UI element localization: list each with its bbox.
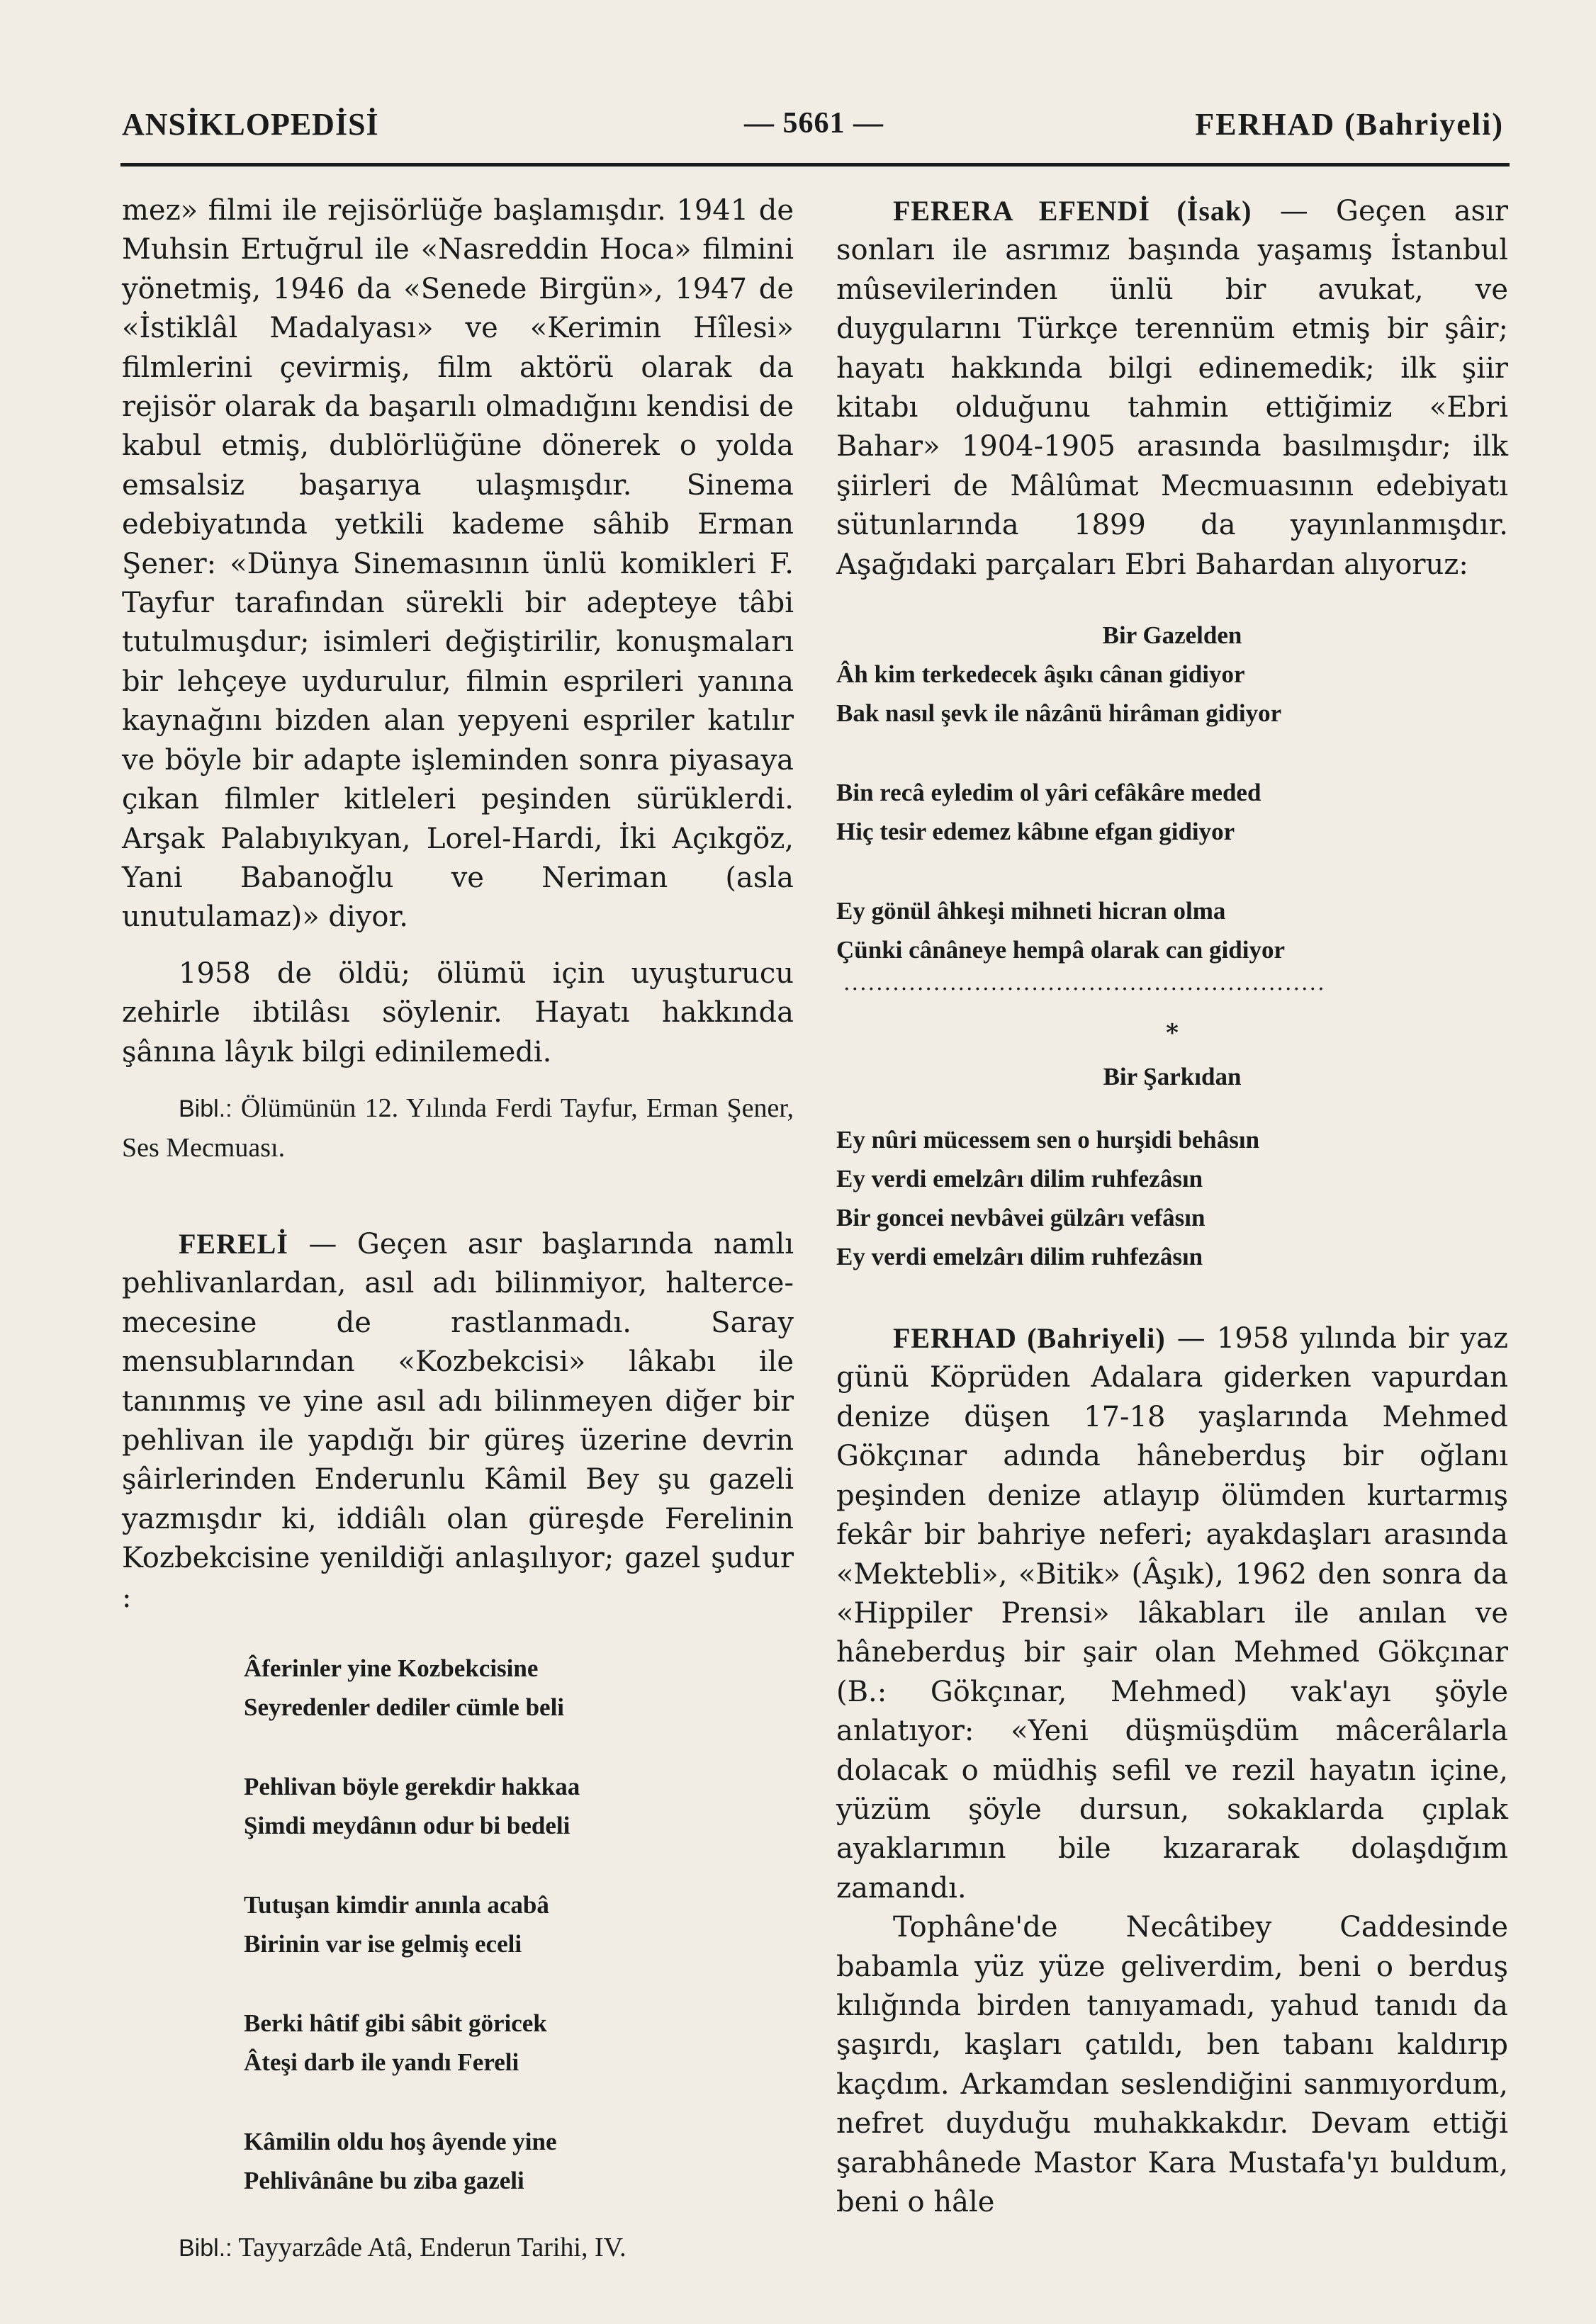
bibliography-tayfur [122, 1089, 794, 1168]
verse-line: Pehlivânâne bu ziba gazeli [244, 2167, 524, 2194]
gazel-ferera [836, 655, 1508, 969]
verse-line: Ey gönül âhkeşi mihneti hicran olma [836, 897, 1226, 925]
ellipsis-divider: ........................................................... [843, 971, 1326, 996]
entry-fereli [122, 1224, 794, 1618]
bibl-label: Bibl.: [179, 1095, 232, 1122]
verse-line: Tutuşan kimdir anınla acabâ [244, 1891, 549, 1919]
poem-title-gazel: Bir Gazelden [1102, 621, 1242, 650]
gazel-fereli [122, 1649, 794, 2200]
stanza [244, 1767, 794, 1845]
tayfur-death-paragraph: 1958 de öldü; ölümü için uyuşturucu zehirle ibtilâsı söylenir. Hayatı hakkında şânına lâyık bilgi edinilemedi. [122, 957, 794, 1068]
entry-ferera [836, 191, 1508, 585]
stanza [244, 1649, 794, 1727]
stanza [836, 655, 1508, 733]
asterisk-divider: * [1166, 1019, 1179, 1048]
verse-line: Âferinler yine Kozbekcisine [244, 1654, 539, 1682]
verse-line: Pehlivan böyle gerekdir hakkaa [244, 1773, 580, 1800]
verse-line: Ey verdi emelzârı dilim ruhfezâsın [836, 1165, 1203, 1193]
poem-block-2 [836, 1057, 1508, 1276]
bibliography-fereli [122, 2228, 794, 2268]
verse-line: Bin recâ eyledim ol yâri cefâkâre meded [836, 779, 1261, 807]
entry-term-ferhad: FERHAD (Bahriyeli) [893, 1322, 1166, 1355]
verse-line: Âh kim terkedecek âşıkı cânan gidiyor [836, 660, 1245, 689]
sarki-ferera [836, 1120, 1508, 1276]
stanza [836, 773, 1508, 851]
verse-line: Seyredenler dediler cümle beli [244, 1693, 565, 1721]
verse-line: Hiç tesir edemez kâbıne efgan gidiyor [836, 818, 1235, 846]
bibl-text: Ölümünün 12. Yılında Ferdi Tayfur, Erman Şener, Ses Mecmuası. [122, 1093, 794, 1163]
entry-text-fereli: — Geçen asır başlarında namlı pehlivanlardan, asıl adı bilinmiyor, halterce-mecesine de rastlanmadı. Saray mensublarından «Kozbekcisi» lâkabı ile tanınmış ve yine asıl adı bilinmeyen diğer bir pehlivan ile yapdığı bir güreş üzerine devrin şâirlerinden Enderunlu Kâmil Bey şu gazeli yazmışdır ki, iddiâlı olan güreşde Ferelinin Kozbekcisine yenildiği anlaşılıyor; gazel şudur : [122, 1227, 794, 1614]
bibl-label: Bibl.: [179, 2235, 232, 2262]
ferhad-paragraph-2: Tophâne'de Necâtibey Caddesinde babamla yüz yüze geliverdim, beni o berduş kılığında birden tanıyamadı, yahud tanıdı da şaşırdı, kaşları çatıldı, ben tabanı kaldırıp kaçdım. Arkamdan seslendiğini sanmıyordum, nefret duyduğu muhakkakdır. Devam ettiği şarabhânede Mastor Kara Mustafa'yı buldum, beni o hâle [836, 1911, 1508, 2218]
entry-term-fereli: FERELİ [179, 1227, 288, 1260]
right-column [836, 191, 1508, 2222]
running-header-right: FERHAD (Bahriyeli) [1195, 107, 1504, 142]
verse-line: Kâmilin oldu hoş âyende yine [244, 2128, 557, 2155]
page-number: — 5661 — [744, 107, 884, 140]
verse-line: Birinin var ise gelmiş eceli [244, 1930, 522, 1958]
left-column [122, 191, 794, 2268]
bibl-text: Tayyarzâde Atâ, Enderun Tarihi, IV. [238, 2233, 626, 2262]
verse-line: Bir goncei nevbâvei gülzârı vefâsın [836, 1204, 1206, 1232]
verse-line: Şimdi meydânın odur bi bedeli [244, 1812, 571, 1839]
header-rule [120, 163, 1510, 167]
tayfur-continuation-paragraph: mez» filmi ile rejisörlüğe başlamışdır. 1941 de Muhsin Ertuğrul ile «Nasreddin Hoca» filmini yönetmiş, 1946 da «Senede Birgün», 1947 de «İstiklâl Madalyası» ve «Kerimin Hîlesi» filmlerini çevirmiş, film aktörü olarak da rejisör olarak da başarılı olmadığını kendisi de kabul etmiş, dublörlüğüne dönerek o yolda emsalsiz başarıya ulaşmışdır. Sinema edebiyatında yetkili kademe sâhib Erman Şener: «Dünya Sinemasının ünlü komikleri F. Tayfur tarafından sürekli bir adepteye tâbi tutulmuşdur; isimleri değiştirilir, konuşmaları bir lehçeye uydurulur, filmin esprileri yanına kaynağını bizden alan yepyeni espriler katılır ve böyle bir adapte işleminden sonra piyasaya çıkan filmler kitleleri peşinden sürüklerdi. Arşak Palabıyıkyan, Lorel-Hardi, İki Açıkgöz, Yani Babanoğlu ve Neriman (asla unutulamaz)» diyor. [122, 194, 794, 934]
verse-line: Âteşi darb ile yandı Fereli [244, 2048, 519, 2076]
verse-line: Ey verdi emelzârı dilim ruhfezâsın [836, 1243, 1203, 1271]
stanza [836, 891, 1508, 969]
poem-title-sarki: Bir Şarkıdan [1103, 1063, 1242, 1091]
stanza [244, 1885, 794, 1963]
entry-term-ferera: FERERA EFENDİ (İsak) [893, 195, 1252, 227]
verse-line: Berki hâtif gibi sâbit göricek [244, 2009, 547, 2037]
entry-text-ferera: — Geçen asır sonları ile asrımız başında yaşamış İstanbul mûsevilerinden ünlü bir avukat, ve duygularını Türkçe terennüm etmiş bir şâir; hayatı hakkında bilgi edinemedik; ilk şiir kitabı olduğunu tahmin ettiğimiz «Ebri Bahar» 1904-1905 arasında basılmışdır; ilk şiirleri de Mâlûmat Mecmuasının edebiyatı sütunlarında 1899 da yayınlanmışdır. Aşağıdaki parçaları Ebri Bahardan alıyoruz: [836, 195, 1508, 581]
poem-block-1 [836, 616, 1508, 998]
stanza [244, 2004, 794, 2082]
running-header-left: ANSİKLOPEDİSİ [122, 107, 379, 142]
entry-text-ferhad: — 1958 yılında bir yaz günü Köprüden Adalara giderken vapurdan denize düşen 17-18 yaşlarında Mehmed Gökçınar adında hâneberduş bir oğlanı peşinden denize atlayıp ölümden kurtarmış fekâr bir bahriye neferi; ayakdaşları arasında «Mektebli», «Bitik» (Âşık), 1962 den sonra da «Hippiler Prensi» lâkabları ile anılan ve hâneberduş bir şair olan Mehmed Gökçınar (B.: Gökçınar, Mehmed) vak'ayı şöyle anlatıyor: «Yeni düşmüşdüm mâcerâlarla dolacak o müdhiş sefil ve rezil hayatın içine, yüzüm şöyle dursun, sokaklarda çıplak ayaklarımın bile kızararak dolaşdığım zamandı. [836, 1322, 1508, 1905]
verse-line: Ey nûri mücessem sen o hurşidi behâsın [836, 1126, 1260, 1154]
entry-ferhad [836, 1319, 1508, 1908]
verse-line: Çünki cânâneye hempâ olarak can gidiyor [836, 936, 1285, 964]
verse-line: Bak nasıl şevk ile nâzânü hirâman gidiyor [836, 699, 1282, 728]
stanza [244, 2122, 794, 2200]
